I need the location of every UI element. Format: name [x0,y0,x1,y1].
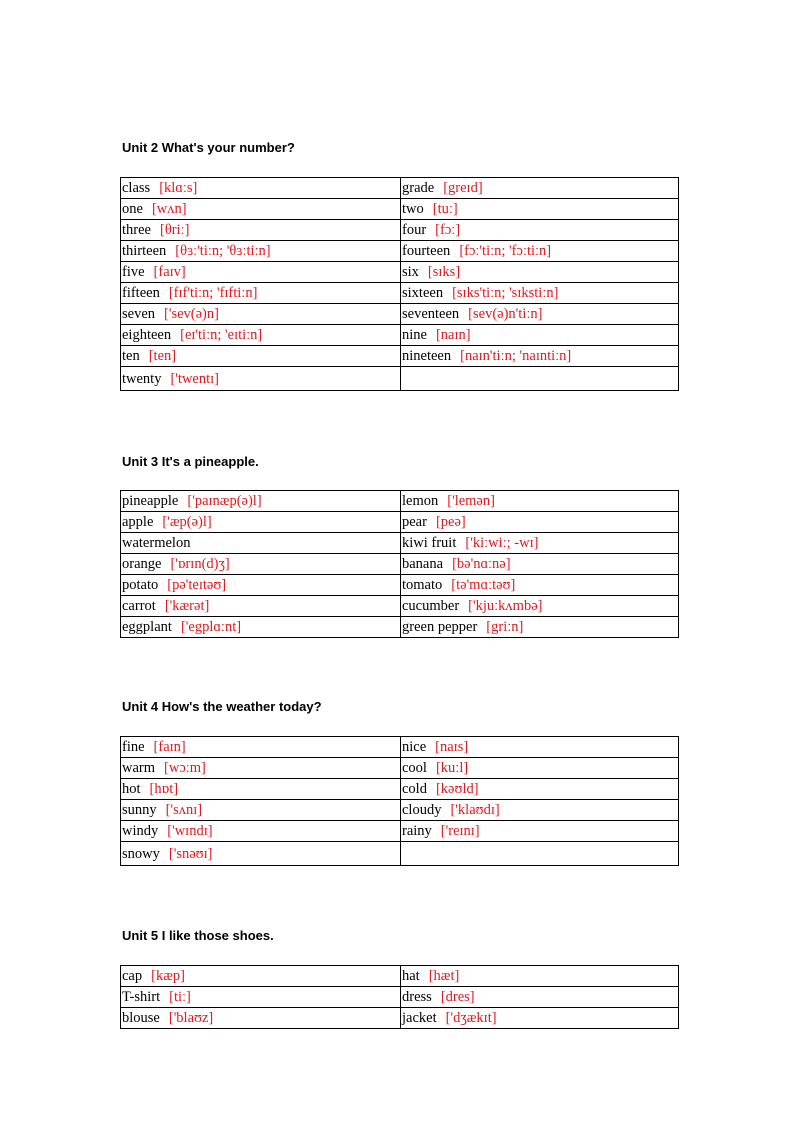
vocab-cell [121,220,401,241]
vocab-word: three [122,222,151,238]
vocab-cell [401,737,679,758]
vocab-cell [401,554,679,575]
phonetic-transcription: [klɑːs] [159,180,198,196]
vocab-cell [401,512,679,533]
table-row [121,491,679,512]
table-row [121,199,679,220]
phonetic-transcription: [hɒt] [149,781,179,797]
vocab-cell [401,346,679,367]
vocab-cell [401,220,679,241]
vocab-cell [121,262,401,283]
phonetic-transcription: ['sʌnɪ] [165,802,203,818]
table-row [121,842,679,866]
vocab-word: cap [122,968,143,984]
vocab-word: ten [122,348,140,364]
vocab-word: fine [122,739,145,755]
vocab-cell [401,779,679,800]
phonetic-transcription: [sɪks'tiːn; 'sɪkstiːn] [452,285,559,301]
phonetic-transcription: [tuː] [432,201,458,217]
vocab-cell [121,987,401,1008]
vocab-cell [121,575,401,596]
vocab-cell [121,737,401,758]
phonetic-transcription: ['ɒrɪn(d)ʒ] [170,556,230,572]
phonetic-transcription: [pə'teɪtəʊ] [167,577,227,593]
table-row [121,758,679,779]
vocab-cell [121,966,401,987]
table-row [121,987,679,1008]
phonetic-transcription: [griːn] [486,619,524,635]
phonetic-transcription: [peə] [435,514,466,530]
vocab-cell [121,596,401,617]
vocab-cell [401,617,679,638]
phonetic-transcription: [θriː] [159,222,190,238]
unit-2-vocab-table [120,177,679,391]
vocab-cell [121,325,401,346]
vocab-word: tomato [402,577,443,593]
phonetic-transcription: [naɪn'tiːn; 'naɪntiːn] [460,348,572,364]
vocab-cell [121,842,401,866]
vocab-cell [401,758,679,779]
phonetic-transcription: ['paɪnæp(ə)l] [187,493,262,509]
vocab-cell [401,491,679,512]
vocab-cell [121,178,401,199]
phonetic-transcription: [hæt] [428,968,460,984]
table-row [121,575,679,596]
vocab-word: orange [122,556,162,572]
table-row [121,220,679,241]
vocab-cell [401,304,679,325]
vocab-word: green pepper [402,619,478,635]
phonetic-transcription: [wʌn] [151,201,187,217]
vocab-cell [401,575,679,596]
unit-5-title: Unit 5 I like those shoes. [122,928,274,943]
phonetic-transcription: [bə'nɑːnə] [452,556,511,572]
vocab-word: four [402,222,427,238]
vocab-cell [401,283,679,304]
vocab-cell [401,966,679,987]
vocab-word: dress [402,989,432,1005]
table-row [121,800,679,821]
table-row [121,596,679,617]
vocab-word: banana [402,556,444,572]
vocab-word: blouse [122,1010,160,1026]
vocab-cell [401,241,679,262]
table-row [121,966,679,987]
vocab-word: eighteen [122,327,172,343]
vocab-cell [121,1008,401,1029]
phonetic-transcription: ['dʒækɪt] [445,1010,497,1026]
phonetic-transcription: ['wɪndɪ] [167,823,213,839]
phonetic-transcription: [naɪn] [435,327,471,343]
vocab-cell [121,512,401,533]
vocab-word: twenty [122,370,162,387]
vocab-word: cold [402,781,427,797]
table-row [121,554,679,575]
table-row [121,367,679,391]
phonetic-transcription: ['kjuːkʌmbə] [468,598,543,614]
vocab-word: sunny [122,802,157,818]
vocab-cell [401,262,679,283]
vocab-word: five [122,264,145,280]
phonetic-transcription: [fɔː] [435,222,461,238]
table-row [121,304,679,325]
table-row [121,779,679,800]
vocab-word: grade [402,180,435,196]
vocab-word: fourteen [402,243,451,259]
vocab-word: jacket [402,1010,437,1026]
table-row [121,1008,679,1029]
vocab-word: seventeen [402,306,460,322]
vocab-word: apple [122,514,154,530]
vocab-cell [121,821,401,842]
vocab-word: carrot [122,598,156,614]
vocab-word: nice [402,739,427,755]
vocab-cell [401,821,679,842]
unit-2-title: Unit 2 What's your number? [122,140,295,155]
vocab-word: cucumber [402,598,460,614]
vocab-word: hot [122,781,141,797]
phonetic-transcription: [dres] [440,989,475,1005]
unit-3-title: Unit 3 It's a pineapple. [122,454,259,469]
phonetic-transcription: ['lemən] [447,493,495,509]
vocab-cell [401,842,679,866]
vocab-cell [401,987,679,1008]
phonetic-transcription: [sɪks] [427,264,461,280]
phonetic-transcription: [θɜː'tiːn; 'θɜːtiːn] [175,243,271,259]
vocab-cell [121,241,401,262]
table-row [121,283,679,304]
vocab-cell [401,533,679,554]
vocab-word: warm [122,760,156,776]
vocab-word: one [122,201,143,217]
phonetic-transcription: ['egplɑːnt] [180,619,242,635]
table-row [121,241,679,262]
phonetic-transcription: [kəʊld] [435,781,479,797]
phonetic-transcription: [faɪn] [153,739,186,755]
vocab-word: fifteen [122,285,160,301]
vocab-word: pineapple [122,493,179,509]
vocab-word: watermelon [122,535,191,551]
vocab-word: sixteen [402,285,444,301]
vocab-word: pear [402,514,427,530]
table-row [121,737,679,758]
table-row [121,178,679,199]
phonetic-transcription: [kuːl] [435,760,469,776]
phonetic-transcription: [eɪ'tiːn; 'eɪtiːn] [180,327,263,343]
phonetic-transcription: [tiː] [169,989,191,1005]
phonetic-transcription: [wɔːm] [164,760,206,776]
unit-4-title: Unit 4 How's the weather today? [122,699,322,714]
vocab-cell [121,554,401,575]
vocab-cell [121,283,401,304]
phonetic-transcription: ['kiːwiː; -wɪ] [465,535,539,551]
phonetic-transcription: ['blaʊz] [168,1010,214,1026]
phonetic-transcription: ['twentɪ] [170,370,219,387]
vocab-cell [401,800,679,821]
vocab-cell [401,367,679,391]
vocab-cell [121,779,401,800]
vocab-cell [121,346,401,367]
vocab-word: six [402,264,419,280]
vocab-cell [401,325,679,346]
vocab-cell [121,617,401,638]
table-row [121,346,679,367]
vocab-cell [121,800,401,821]
vocab-cell [401,596,679,617]
vocab-word: potato [122,577,159,593]
table-row [121,821,679,842]
vocab-word: thirteen [122,243,167,259]
phonetic-transcription: ['sev(ə)n] [164,306,219,322]
phonetic-transcription: [tə'mɑːtəʊ] [451,577,516,593]
vocab-word: class [122,180,151,196]
vocab-word: hat [402,968,420,984]
vocab-cell [401,199,679,220]
vocab-word: snowy [122,845,160,862]
phonetic-transcription: [faɪv] [153,264,186,280]
unit-5-vocab-table [120,965,679,1029]
phonetic-transcription: [sev(ə)n'tiːn] [468,306,543,322]
vocab-cell [121,199,401,220]
vocab-word: lemon [402,493,439,509]
phonetic-transcription: [fɔː'tiːn; 'fɔːtiːn] [459,243,552,259]
table-row [121,325,679,346]
vocab-cell [121,491,401,512]
vocab-word: rainy [402,823,432,839]
vocab-word: cool [402,760,427,776]
vocab-cell [121,758,401,779]
table-row [121,262,679,283]
phonetic-transcription: ['reɪnɪ] [440,823,480,839]
vocab-word: windy [122,823,159,839]
vocab-word: two [402,201,424,217]
phonetic-transcription: ['æp(ə)l] [162,514,212,530]
vocab-word: nineteen [402,348,452,364]
vocab-word: kiwi fruit [402,535,457,551]
vocab-cell [401,1008,679,1029]
table-row [121,617,679,638]
vocab-word: cloudy [402,802,442,818]
unit-4-vocab-table [120,736,679,866]
table-row [121,512,679,533]
vocab-word: T-shirt [122,989,161,1005]
unit-3-vocab-table [120,490,679,638]
vocab-cell [121,533,401,554]
phonetic-transcription: ['kærət] [164,598,210,614]
phonetic-transcription: [naɪs] [435,739,469,755]
phonetic-transcription: ['snəʊɪ] [168,845,213,862]
vocab-word: eggplant [122,619,172,635]
phonetic-transcription: [greɪd] [443,180,483,196]
phonetic-transcription: ['klaʊdɪ] [450,802,500,818]
vocab-word: seven [122,306,156,322]
vocab-cell [121,304,401,325]
vocab-word: nine [402,327,427,343]
phonetic-transcription: [kæp] [151,968,185,984]
phonetic-transcription: [ten] [148,348,177,364]
table-row [121,533,679,554]
vocab-cell [121,367,401,391]
phonetic-transcription: [fɪf'tiːn; 'fɪftiːn] [168,285,258,301]
vocab-cell [401,178,679,199]
